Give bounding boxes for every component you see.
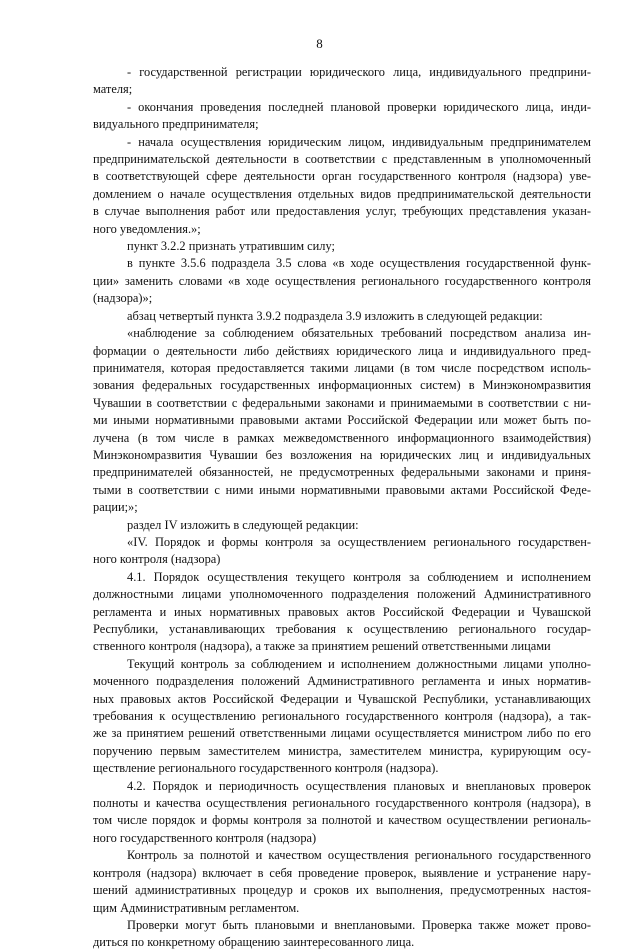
text-line: 4.2. Порядок и периодичность осуществления плановых и внеплановых проверок [127, 778, 591, 793]
text-line: лучена (в том числе в рамках межведомственного информационного взаимодействия) [93, 430, 591, 445]
text-line: ществление регионального государственного контроля (надзора). [93, 761, 439, 776]
text-line: ственного контроля (надзора), а также за принятием решений ответственными лицами [93, 639, 551, 654]
text-line: моченного подразделения положений Административного регламента и иных норматив- [93, 674, 591, 689]
text-line: ции» заменить словами «в ходе осуществления регионального государственного контроля [93, 273, 591, 288]
text-line: щим Административным регламентом. [93, 900, 300, 915]
text-line: Чувашии в соответствии с федеральными законами и принимаемыми в соответствии с ни- [93, 395, 591, 410]
text-line: ми иными нормативными правовыми актами Российской Федерации или может быть по- [93, 413, 591, 428]
text-line: (надзора)»; [93, 291, 153, 306]
text-line: раздел IV изложить в следующей редакции: [127, 517, 359, 532]
text-line: принимателя, которая предоставляется такими лицами (в том числе посредством исполь- [93, 360, 591, 375]
text-line: полноты и качества осуществления регионального государственного контроля (надзора), в [93, 796, 591, 811]
text-line: абзац четвертый пункта 3.9.2 подраздела 3.9 изложить в следующей редакции: [127, 308, 543, 323]
text-line: мателя; [93, 82, 133, 97]
text-line: Минэкономразвития Чувашии без возложения на юридических лиц и индивидуальных [93, 447, 591, 462]
text-line: - начала осуществления юридическим лицом, индивидуальным предпринимателем [127, 134, 591, 149]
text-line: предпринимательской деятельности в соответствии с представленным в уполномоченный [93, 152, 591, 167]
text-line: пункт 3.2.2 признать утратившим силу; [127, 239, 335, 254]
text-line: - государственной регистрации юридического лица, индивидуального предприни- [127, 65, 591, 79]
document-body [93, 64, 591, 952]
text-line: «наблюдение за соблюдением обязательных требований посредством анализа ин- [127, 326, 591, 341]
text-line: тыми в соответствии с ними иными нормативными правовыми актами Российской Феде- [93, 482, 591, 497]
text-line: - окончания проведения последней плановой проверки юридического лица, инди- [127, 99, 591, 114]
text-line: Текущий контроль за соблюдением и исполнением должностными лицами уполно- [127, 656, 591, 671]
text-line: домлением о начале осуществления отдельных видов предпринимательской деятельности [93, 186, 591, 201]
text-line: поручению первым заместителем министра, заместителем министра, курирующим осу- [93, 743, 591, 758]
text-line: Проверки могут быть плановыми и внеплановыми. Проверка также может прово- [127, 917, 591, 932]
text-line: в случае выполнения работ или предоставления услуг, требующих представления указан- [93, 204, 591, 219]
text-line: «IV. Порядок и формы контроля за осуществлением регионального государствен- [127, 534, 591, 549]
text-line: зования федеральных государственных информационных систем) в Минэкономразвития [93, 378, 591, 393]
text-line: ного контроля (надзора) [93, 552, 221, 567]
text-line: Контроль за полнотой и качеством осуществления регионального государственного [127, 848, 591, 863]
text-line: контроля (надзора) включает в себя проведение проверок, выявление и устранение нару- [93, 865, 591, 880]
text-line: диться по конкретному обращению заинтересованного лица. [93, 935, 415, 950]
text-line: формации о деятельности либо действиях юридического лица и индивидуального пред- [93, 343, 591, 358]
text-line: предпринимателей обязанностей, не предусмотренных федеральными законами и приня- [93, 465, 591, 480]
text-line: том числе порядок и формы контроля за полнотой и качеством осуществлении региональ- [93, 813, 591, 828]
text-line: же за принятием решений ответственными лицами осуществляется министром либо по его [93, 726, 591, 741]
text-line: шений административных процедур и сроков их выполнения, предусмотренных настоя- [93, 883, 591, 898]
text-line: в соответствующей сфере деятельности орган государственного контроля (надзора) уве- [93, 169, 591, 184]
text-line: 4.1. Порядок осуществления текущего контроля за соблюдением и исполнением [127, 569, 591, 584]
text-line: ного уведомления.»; [93, 221, 201, 236]
text-line: требования к осуществлению регионального государственного контроля (надзора), а так- [93, 709, 591, 724]
text-line: регламента и иных нормативных правовых актов Российской Федерации и Чувашской [93, 604, 591, 619]
text-line: ных правовых актов Российской Федерации и Чувашской Республики, устанавливающих [93, 691, 591, 706]
text-line: в пункте 3.5.6 подраздела 3.5 слова «в ходе осуществления государственной функ- [127, 256, 591, 271]
text-line: рации;»; [93, 500, 138, 515]
text-line: видуального предпринимателя; [93, 117, 259, 132]
text-line: Республики, устанавливающих требования к осуществлению регионального государ- [93, 622, 591, 636]
text-line: должностными лицами уполномоченного подразделения положений Административного [93, 587, 591, 602]
page-number: 8 [316, 36, 323, 51]
text-line: ного государственного контроля (надзора) [93, 830, 317, 845]
